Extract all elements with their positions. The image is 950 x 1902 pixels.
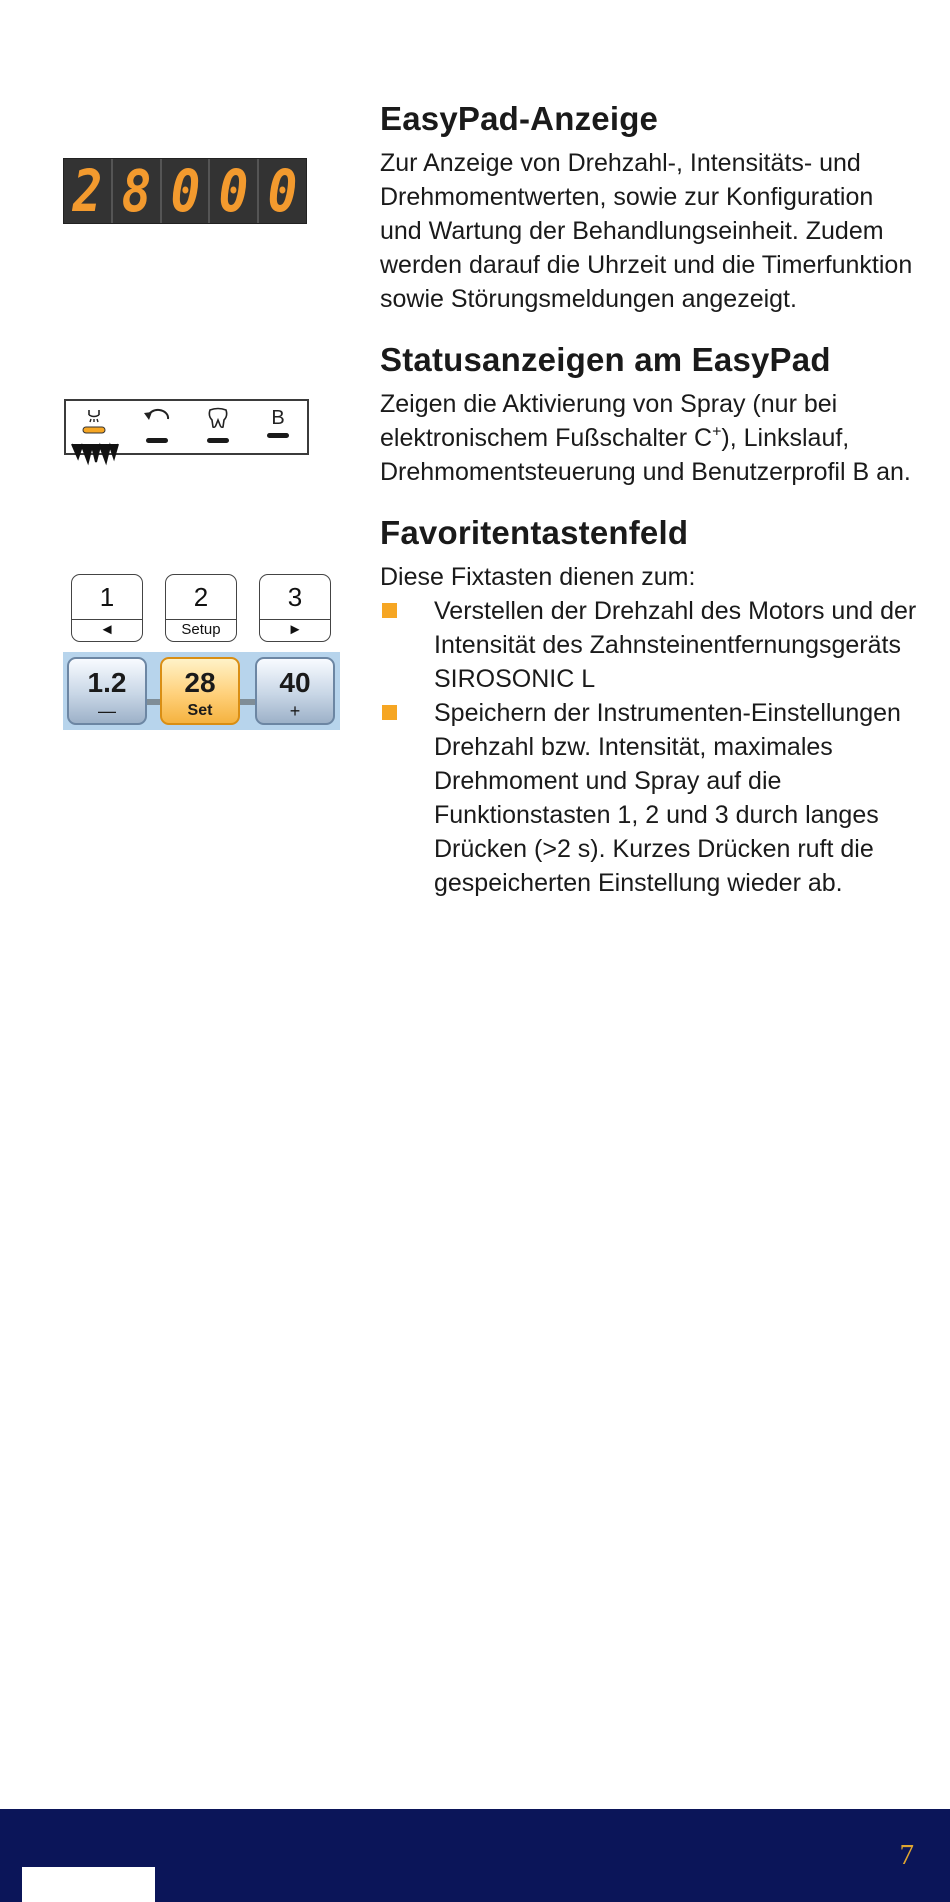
section-easypad-display	[380, 100, 920, 316]
tooth-icon	[203, 407, 233, 443]
section-favorite-keys	[380, 514, 920, 900]
display-digit: 0	[267, 157, 298, 225]
display-digit: 0	[210, 159, 259, 223]
section-status-indicators	[380, 341, 920, 489]
display-digit: 0	[162, 159, 211, 223]
plus-button[interactable]: 40 +	[255, 657, 335, 725]
function-key-1[interactable]: 1 ◄	[71, 574, 143, 642]
set-button[interactable]: 28 Set	[160, 657, 240, 725]
section-text: Zur Anzeige von Drehzahl-, Intensitäts- und Drehmomentwerten, sowie zur Konfiguration und Wartung der Behandlungseinheit. Zudem werden darauf die Uhrzeit und die Timerfunktion sowie Störungsmeldungen angezeigt.	[380, 149, 913, 313]
bullet-list	[380, 594, 920, 900]
function-key-2[interactable]: 2 Setup	[165, 574, 237, 642]
list-item: Verstellen der Drehzahl des Motors und der Intensität des Zahnsteinentfernungsgeräts SIROSONIC L	[380, 594, 920, 696]
list-item: Speichern der Instrumenten-Einstellungen Drehzahl bzw. Intensität, maximales Drehmoment und Spray auf die Funktionstasten 1, 2 und 3 durch langes Drücken (>2 s). Kurzes Drücken ruft die gespeicherten Einstellung wieder ab.	[380, 696, 920, 900]
display-digit: 8	[113, 159, 162, 223]
page-number: 7	[899, 1839, 914, 1871]
section-title: Statusanzeigen am EasyPad	[380, 341, 831, 378]
section-intro: Diese Fixtasten dienen zum:	[380, 563, 696, 591]
profile-b-icon: B	[263, 407, 293, 438]
right-arrow-icon: ►	[287, 621, 303, 638]
reverse-rotation-icon	[142, 407, 172, 443]
section-title: EasyPad-Anzeige	[380, 100, 659, 137]
page-footer	[0, 1809, 950, 1902]
section-text: Zeigen die Aktivierung von Spray (nur bei elektronischem Fußschalter C+), Linkslauf, Drehmomentsteuerung und Benutzerprofil B an.	[380, 390, 911, 486]
left-arrow-icon: ◄	[99, 621, 115, 638]
bullet-square-icon	[382, 705, 397, 720]
display-digit: 2	[64, 159, 113, 223]
easypad-digit-display	[63, 158, 307, 224]
section-title: Favoritentastenfeld	[380, 514, 689, 551]
minus-button[interactable]: 1.2 —	[67, 657, 147, 725]
spray-active-burst-icon	[64, 440, 124, 470]
bullet-square-icon	[382, 603, 397, 618]
function-key-3[interactable]: 3 ►	[259, 574, 331, 642]
